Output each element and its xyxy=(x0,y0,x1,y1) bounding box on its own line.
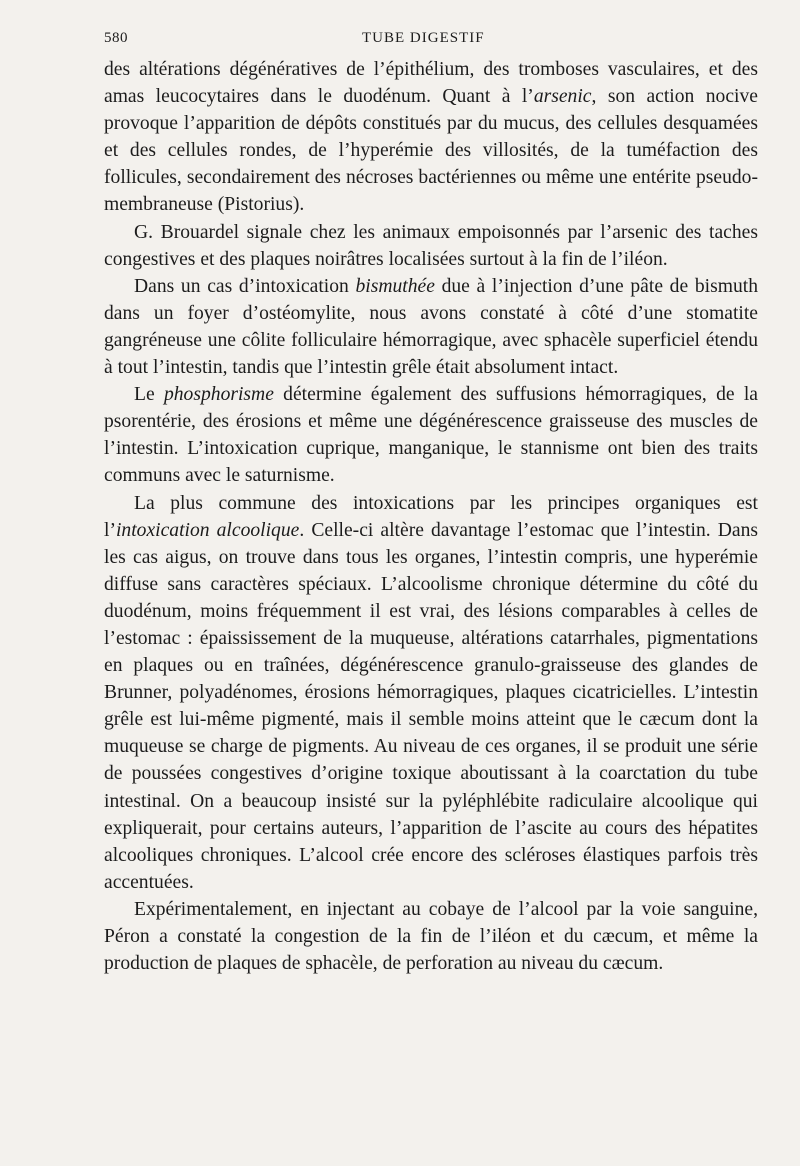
body-text xyxy=(104,56,758,977)
italic-term: intoxication alcoolique xyxy=(115,519,300,541)
paragraph xyxy=(104,490,758,896)
paragraph xyxy=(104,896,758,977)
paragraph xyxy=(104,381,758,489)
paragraph xyxy=(104,56,758,219)
text-segment: des altérations dégénératives de l’épithélium, des tromboses vasculaires, et des amas leucocytaires dans le duodénum. Quant à l’ xyxy=(104,59,758,108)
text-segment: Le xyxy=(134,384,164,406)
text-segment: due à l’injection d’une pâte de bismuth dans un foyer d’ostéomylite, nous avons constaté à côté d’une stomatite gangréneuse une côlite folliculaire hémorragique, avec sphacèle superficiel étendu à tout l’intestin, tandis que l’intestin grêle était absolument intact. xyxy=(104,275,758,379)
italic-term: arsenic xyxy=(533,86,592,108)
text-segment: . Celle-ci altère davantage l’estomac que l’intestin. Dans les cas aigus, on trouve dans tous les organes, l’intestin compris, une hyperémie diffuse sans caractères spéciaux. L’alcoolisme chronique détermine du côté du duodénum, moins fréquemment il est vrai, des lésions comparables à celles de l’estomac : épaississement de la muqueuse, altérations catarrhales, pigmentations en plaques ou en traînées, dégénérescence granulo-graisseuse des glandes de Brunner, polyadénomes, érosions hémorragiques, plaques cicatricielles. L’intestin grêle est lui-même pigmenté, mais il semble moins atteint que le cæcum dont la muqueuse se charge de pigments. Au niveau de ces organes, il se produit une série de poussées congestives d’origine toxique aboutissant à la coarctation du tube intestinal. On a beaucoup insisté sur la pyléphlébite radiculaire alcoolique qui expliquerait, pour certains auteurs, l’apparition de l’ascite au cours des hépatites alcooliques chroniques. L’alcool crée encore des scléroses élastiques parfois très accentuées. xyxy=(104,519,758,893)
page-number: 580 xyxy=(104,30,128,46)
text-segment: Dans un cas d’intoxication xyxy=(134,275,356,297)
italic-term: bismuthée xyxy=(355,275,435,297)
text-segment: Expérimentalement, en injectant au cobaye de l’alcool par la voie sanguine, Péron a constaté la congestion de la fin de l’iléon et du cæcum, et même la production de plaques de sphacèle, de perforation au niveau du cæcum. xyxy=(104,898,758,975)
text-segment: La plus commune des intoxications par les principes organiques est l’ xyxy=(104,492,758,541)
text-segment: détermine également des suffusions hémorragiques, de la psorentérie, des érosions et même une dégénérescence graisseuse des muscles de l’intestin. L’intoxication cuprique, manganique, le stannisme ont bien des traits communs avec le saturnisme. xyxy=(104,384,758,487)
paragraph xyxy=(104,273,758,381)
italic-term: phosphorisme xyxy=(163,384,274,406)
paragraph xyxy=(104,219,758,273)
running-head xyxy=(104,22,758,56)
text-segment: G. Brouardel signale chez les animaux empoisonnés par l’arsenic des taches congestives et des plaques noirâtres localisées surtout à la fin de l’iléon. xyxy=(104,221,758,270)
running-title: TUBE DIGESTIF xyxy=(362,30,485,46)
text-segment: , son action nocive provoque l’apparition de dépôts constitués par du mucus, des cellules desquamées et des cellules rondes, de l’hyperémie des villosités, de la tuméfaction des follicules, secondairement des nécroses bactériennes ou même une entérite pseudo-membraneuse (Pistorius). xyxy=(104,86,758,216)
